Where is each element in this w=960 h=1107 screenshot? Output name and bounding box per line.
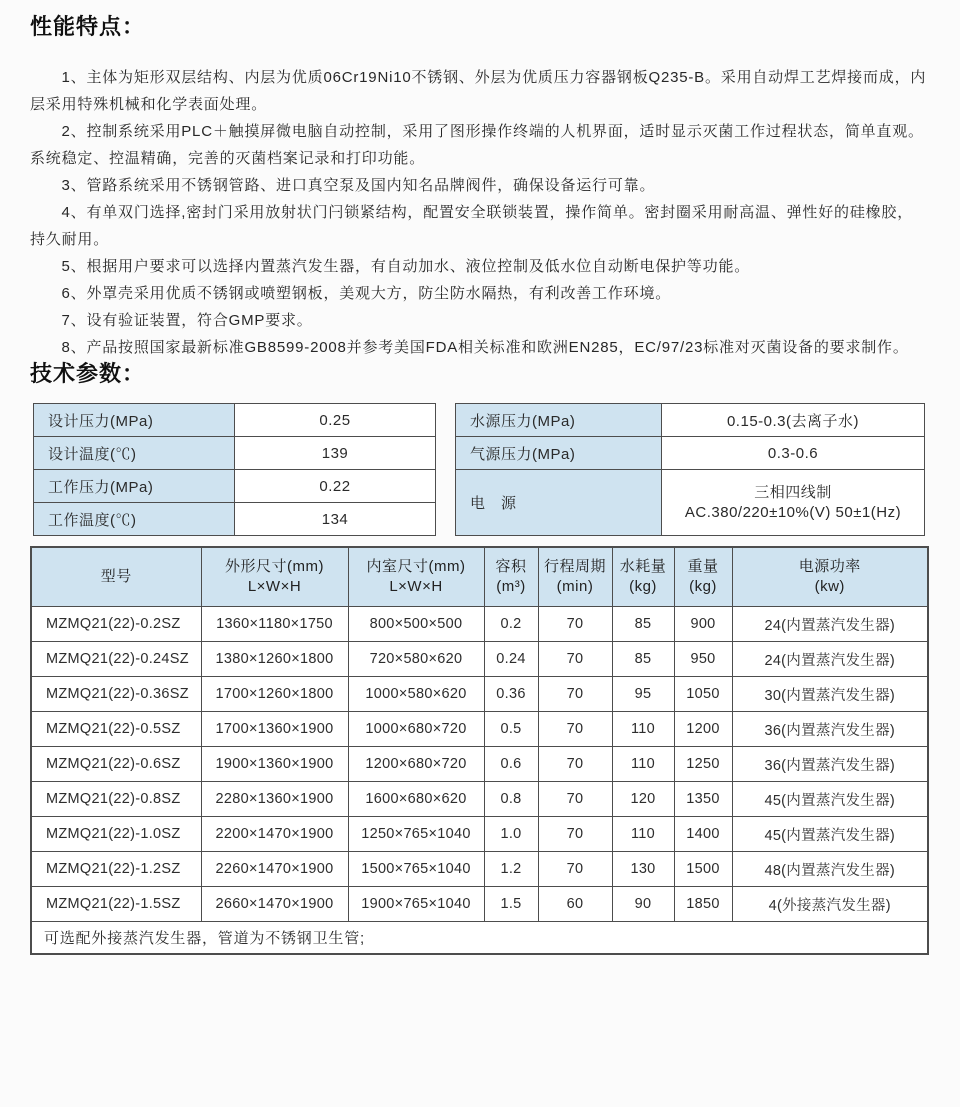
spec-cell: 1350 <box>674 782 732 817</box>
param-value: 139 <box>235 437 436 470</box>
table-row <box>456 437 925 470</box>
spec-cell: 120 <box>612 782 674 817</box>
spec-cell: 4(外接蒸汽发生器) <box>732 887 928 922</box>
spec-cell: 1000×680×720 <box>348 712 484 747</box>
spec-cell: 1.0 <box>484 817 538 852</box>
param-label: 工作压力(MPa) <box>34 470 235 503</box>
spec-cell: 36(内置蒸汽发生器) <box>732 712 928 747</box>
spec-cell: 36(内置蒸汽发生器) <box>732 747 928 782</box>
spec-cell: 2660×1470×1900 <box>201 887 348 922</box>
power-value-line1: 三相四线制 <box>754 483 832 501</box>
spec-cell: 1050 <box>674 677 732 712</box>
spec-cell: 48(内置蒸汽发生器) <box>732 852 928 887</box>
spec-cell-model: MZMQ21(22)-0.6SZ <box>31 747 201 782</box>
supply-params-table <box>455 403 925 536</box>
table-row <box>34 437 436 470</box>
table-row <box>34 470 436 503</box>
design-params-table <box>33 403 436 536</box>
table-row <box>31 607 928 642</box>
spec-cell: 70 <box>538 782 612 817</box>
spec-footnote: 可选配外接蒸汽发生器，管道为不锈钢卫生管; <box>31 922 928 955</box>
features-list <box>30 64 928 361</box>
spec-cell: 70 <box>538 817 612 852</box>
param-value: 0.25 <box>235 404 436 437</box>
spec-header-cell: 容积 (m³) <box>484 547 538 607</box>
spec-cell-model: MZMQ21(22)-1.5SZ <box>31 887 201 922</box>
spec-cell: 1250×765×1040 <box>348 817 484 852</box>
param-value: 134 <box>235 503 436 536</box>
feature-item: 7、设有验证装置，符合GMP要求。 <box>61 312 313 329</box>
spec-cell: 1360×1180×1750 <box>201 607 348 642</box>
spec-table <box>30 546 929 955</box>
spec-cell: 1250 <box>674 747 732 782</box>
table-row <box>31 887 928 922</box>
spec-cell: 2260×1470×1900 <box>201 852 348 887</box>
spec-table-header <box>31 547 928 607</box>
spec-cell: 45(内置蒸汽发生器) <box>732 817 928 852</box>
spec-header-cell: 内室尺寸(mm) L×W×H <box>348 547 484 607</box>
spec-cell: 0.6 <box>484 747 538 782</box>
table-row <box>31 747 928 782</box>
spec-cell: 1200×680×720 <box>348 747 484 782</box>
spec-cell: 900 <box>674 607 732 642</box>
param-value: 0.15-0.3(去离子水) <box>662 404 925 437</box>
table-row <box>31 922 928 955</box>
feature-item: 8、产品按照国家最新标准GB8599-2008并参考美国FDA相关标准和欧洲EN285，EC/97/23标准对灭菌设备的要求制作。 <box>61 339 909 356</box>
spec-cell: 720×580×620 <box>348 642 484 677</box>
feature-item: 6、外罩壳采用优质不锈钢或喷塑钢板，美观大方，防尘防水隔热，有利改善工作环境。 <box>61 285 672 302</box>
spec-cell: 1900×765×1040 <box>348 887 484 922</box>
spec-cell: 950 <box>674 642 732 677</box>
spec-cell: 110 <box>612 747 674 782</box>
spec-cell: 1.2 <box>484 852 538 887</box>
spec-cell: 2280×1360×1900 <box>201 782 348 817</box>
spec-cell: 0.24 <box>484 642 538 677</box>
table-row <box>31 817 928 852</box>
spec-cell: 70 <box>538 642 612 677</box>
param-value: 0.3-0.6 <box>662 437 925 470</box>
spec-header-cell: 电源功率 (kw) <box>732 547 928 607</box>
feature-item: 1、主体为矩形双层结构、内层为优质06Cr19Ni10不锈钢、外层为优质压力容器钢板Q235-B。采用自动焊工艺焊接而成，内层采用特殊机械和化学表面处理。 <box>30 69 927 113</box>
feature-item: 2、控制系统采用PLC＋触摸屏微电脑自动控制，采用了图形操作终端的人机界面，适时显示灭菌工作过程状态，简单直观。系统稳定、控温精确，完善的灭菌档案记录和打印功能。 <box>30 123 924 167</box>
table-row <box>31 642 928 677</box>
spec-header-cell: 型号 <box>31 547 201 607</box>
spec-cell: 0.36 <box>484 677 538 712</box>
params-tables <box>33 403 928 536</box>
table-row <box>31 547 928 607</box>
spec-header-cell: 行程周期 (min) <box>538 547 612 607</box>
table-row <box>456 404 925 437</box>
spec-cell: 70 <box>538 712 612 747</box>
param-label: 工作温度(℃) <box>34 503 235 536</box>
features-heading: 性能特点： <box>30 14 146 39</box>
spec-cell: 70 <box>538 607 612 642</box>
spec-cell: 1200 <box>674 712 732 747</box>
spec-cell: 1700×1260×1800 <box>201 677 348 712</box>
spec-cell: 24(内置蒸汽发生器) <box>732 642 928 677</box>
param-label: 设计温度(℃) <box>34 437 235 470</box>
spec-cell: 1.5 <box>484 887 538 922</box>
param-label: 水源压力(MPa) <box>456 404 662 437</box>
spec-cell: 85 <box>612 642 674 677</box>
spec-cell: 70 <box>538 747 612 782</box>
spec-header-cell: 重量 (kg) <box>674 547 732 607</box>
spec-cell: 1700×1360×1900 <box>201 712 348 747</box>
spec-cell: 0.5 <box>484 712 538 747</box>
spec-cell: 45(内置蒸汽发生器) <box>732 782 928 817</box>
spec-cell: 0.8 <box>484 782 538 817</box>
spec-cell: 800×500×500 <box>348 607 484 642</box>
spec-cell: 1380×1260×1800 <box>201 642 348 677</box>
power-value-line2: AC.380/220±10%(V) 50±1(Hz) <box>684 503 902 521</box>
spec-header-cell: 水耗量 (kg) <box>612 547 674 607</box>
spec-cell: 70 <box>538 852 612 887</box>
spec-table-footer <box>31 922 928 955</box>
table-row <box>31 852 928 887</box>
params-heading: 技术参数： <box>30 361 146 386</box>
spec-cell: 1900×1360×1900 <box>201 747 348 782</box>
spec-cell-model: MZMQ21(22)-0.5SZ <box>31 712 201 747</box>
spec-cell: 0.2 <box>484 607 538 642</box>
spec-cell: 90 <box>612 887 674 922</box>
feature-item: 5、根据用户要求可以选择内置蒸汽发生器，有自动加水、液位控制及低水位自动断电保护等功能。 <box>61 258 751 275</box>
spec-cell: 110 <box>612 817 674 852</box>
spec-cell: 1850 <box>674 887 732 922</box>
spec-cell: 2200×1470×1900 <box>201 817 348 852</box>
spec-cell-model: MZMQ21(22)-0.36SZ <box>31 677 201 712</box>
spec-cell: 70 <box>538 677 612 712</box>
feature-item: 3、管路系统采用不锈钢管路、进口真空泵及国内知名品牌阀件，确保设备运行可靠。 <box>61 177 656 194</box>
spec-cell: 1400 <box>674 817 732 852</box>
spec-cell: 60 <box>538 887 612 922</box>
param-label: 设计压力(MPa) <box>34 404 235 437</box>
param-label: 电 源 <box>456 470 662 536</box>
param-value <box>662 470 925 536</box>
spec-cell: 30(内置蒸汽发生器) <box>732 677 928 712</box>
param-value: 0.22 <box>235 470 436 503</box>
spec-cell: 110 <box>612 712 674 747</box>
spec-table-body <box>31 607 928 922</box>
table-row <box>34 404 436 437</box>
table-row <box>31 677 928 712</box>
spec-cell: 1000×580×620 <box>348 677 484 712</box>
spec-cell-model: MZMQ21(22)-1.2SZ <box>31 852 201 887</box>
spec-cell-model: MZMQ21(22)-0.2SZ <box>31 607 201 642</box>
feature-item: 4、有单双门选择,密封门采用放射状门闩锁紧结构，配置安全联锁装置，操作简单。密封圈采用耐高温、弹性好的硅橡胶，持久耐用。 <box>30 204 914 248</box>
table-row <box>456 470 925 536</box>
spec-cell-model: MZMQ21(22)-0.8SZ <box>31 782 201 817</box>
spec-cell: 24(内置蒸汽发生器) <box>732 607 928 642</box>
spec-header-cell: 外形尺寸(mm) L×W×H <box>201 547 348 607</box>
table-row <box>31 782 928 817</box>
param-label: 气源压力(MPa) <box>456 437 662 470</box>
spec-cell-model: MZMQ21(22)-1.0SZ <box>31 817 201 852</box>
table-row <box>31 712 928 747</box>
spec-cell: 1500 <box>674 852 732 887</box>
spec-cell: 1600×680×620 <box>348 782 484 817</box>
table-row <box>34 503 436 536</box>
spec-cell: 130 <box>612 852 674 887</box>
spec-cell: 85 <box>612 607 674 642</box>
spec-cell-model: MZMQ21(22)-0.24SZ <box>31 642 201 677</box>
spec-cell: 1500×765×1040 <box>348 852 484 887</box>
spec-cell: 95 <box>612 677 674 712</box>
